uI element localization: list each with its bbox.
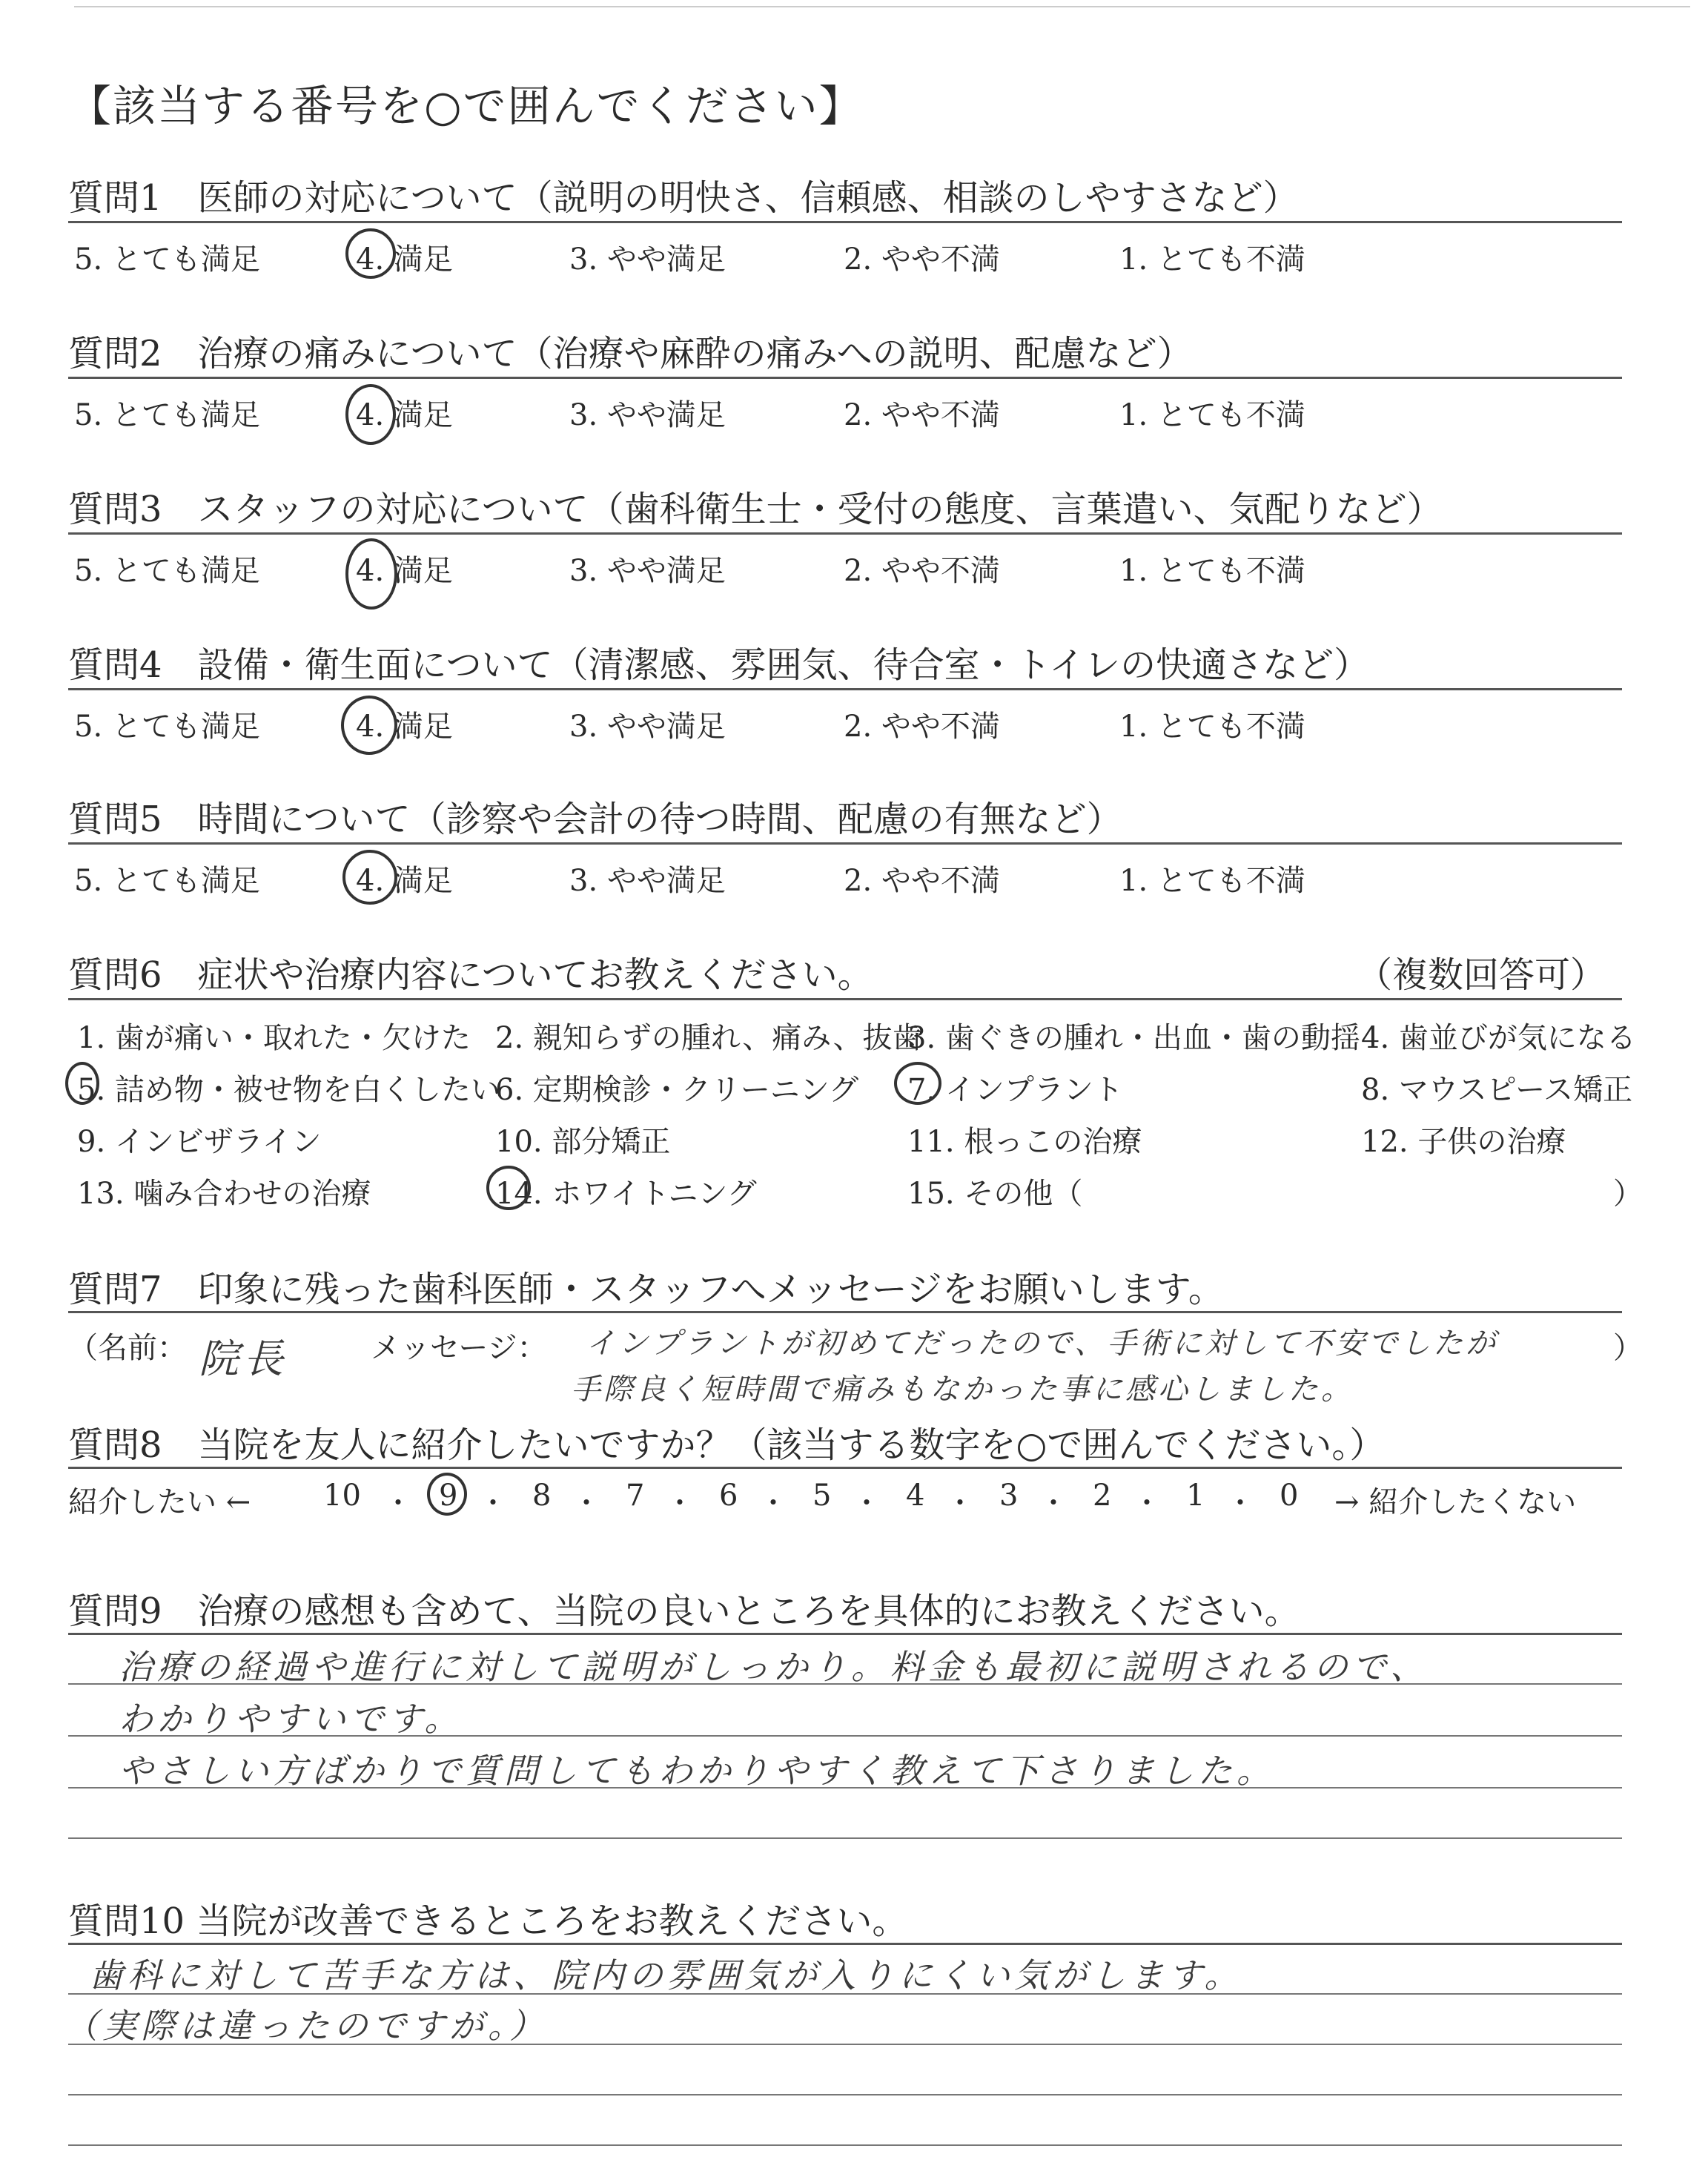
q10-title: 質問10 当院が改善できるところをお教えください。 bbox=[68, 1900, 908, 1942]
q4-option-4[interactable]: 4. 満足 bbox=[356, 710, 453, 744]
q6-option-6[interactable]: 6. 定期検診・クリーニング bbox=[495, 1073, 859, 1107]
q1-option-5[interactable]: 5. とても満足 bbox=[74, 242, 260, 277]
q6-option-4[interactable]: 4. 歯並びが気になる bbox=[1361, 1021, 1636, 1055]
q9-answer-line-3[interactable]: やさしい方ばかりで質問してもわかりやすく教えて下さりました。 bbox=[119, 1751, 1275, 1791]
q6-option-15[interactable]: 15. その他（ bbox=[907, 1177, 1083, 1211]
q6-underline bbox=[68, 998, 1622, 1000]
q8-scale-5[interactable]: 5 bbox=[812, 1479, 832, 1513]
q2-title: 質問2 治療の痛みについて（治療や麻酔の痛みへの説明、配慮など） bbox=[68, 333, 1193, 374]
q10-answer-line-2[interactable]: （実際は違ったのですが。） bbox=[64, 2006, 548, 2046]
q6-note: （複数回答可） bbox=[1357, 954, 1606, 996]
q7-name-label: （名前： bbox=[68, 1331, 187, 1365]
q8-dot: ・ bbox=[572, 1487, 601, 1519]
q7-name-value[interactable]: 院長 bbox=[199, 1335, 288, 1382]
q8-dot: ・ bbox=[479, 1487, 508, 1519]
q1-selection-circle bbox=[345, 228, 396, 279]
q8-underline bbox=[68, 1467, 1622, 1469]
q8-left-label: 紹介したい ← bbox=[68, 1485, 251, 1519]
q6-option-2[interactable]: 2. 親知らずの腫れ、痛み、抜歯 bbox=[495, 1021, 922, 1055]
q5-selection-circle bbox=[342, 850, 397, 905]
q3-option-1[interactable]: 1. とても不満 bbox=[1119, 554, 1305, 588]
q6-title: 質問6 症状や治療内容についてお教えください。 bbox=[68, 954, 873, 996]
q1-title: 質問1 医師の対応について（説明の明快さ、信頼感、相談のしやすさなど） bbox=[68, 177, 1299, 219]
q6-selection-circle-5 bbox=[65, 1062, 99, 1105]
q3-option-4[interactable]: 4. 満足 bbox=[356, 554, 453, 588]
q8-scale-8[interactable]: 8 bbox=[532, 1479, 552, 1513]
q6-other-close-paren: ） bbox=[1613, 1177, 1643, 1211]
q8-title: 質問8 当院を友人に紹介したいですか？（該当する数字を○で囲んでください。） bbox=[68, 1424, 1386, 1466]
q8-dot: ・ bbox=[1133, 1487, 1162, 1519]
q10-answer-line-1[interactable]: 歯科に対して苦手な方は、院内の雰囲気が入りにくい気がします。 bbox=[89, 1955, 1243, 1995]
q5-option-3[interactable]: 3. やや満足 bbox=[569, 864, 726, 898]
q8-dot: ・ bbox=[384, 1487, 413, 1519]
q5-underline bbox=[68, 842, 1622, 845]
q4-option-2[interactable]: 2. やや不満 bbox=[844, 710, 1000, 744]
q3-title: 質問3 スタッフの対応について（歯科衛生士・受付の態度、言葉遣い、気配りなど） bbox=[68, 489, 1443, 530]
q5-option-4[interactable]: 4. 満足 bbox=[356, 864, 453, 898]
q8-scale-6[interactable]: 6 bbox=[719, 1479, 738, 1513]
q2-selection-circle bbox=[345, 384, 396, 445]
q8-dot: ・ bbox=[666, 1487, 695, 1519]
q6-selection-circle-14 bbox=[486, 1166, 531, 1210]
q8-dot: ・ bbox=[946, 1487, 975, 1519]
q5-option-1[interactable]: 1. とても不満 bbox=[1119, 864, 1305, 898]
q10-line-0 bbox=[68, 1943, 1622, 1945]
q8-scale-4[interactable]: 4 bbox=[906, 1479, 925, 1513]
q6-option-14[interactable]: 14. ホワイトニング bbox=[495, 1177, 757, 1211]
q6-option-11[interactable]: 11. 根っこの治療 bbox=[907, 1125, 1142, 1159]
q8-scale-10[interactable]: 10 bbox=[323, 1479, 361, 1513]
q3-selection-circle bbox=[345, 538, 397, 610]
q8-scale-0[interactable]: 0 bbox=[1280, 1479, 1299, 1513]
q4-selection-circle bbox=[341, 696, 397, 755]
q1-option-2[interactable]: 2. やや不満 bbox=[844, 242, 1000, 277]
q7-message-line-2[interactable]: 手際良く短時間で痛みもなかった事に感心しました。 bbox=[571, 1373, 1354, 1407]
q2-option-5[interactable]: 5. とても満足 bbox=[74, 398, 260, 432]
q6-option-12[interactable]: 12. 子供の治療 bbox=[1361, 1125, 1566, 1159]
q8-scale-1[interactable]: 1 bbox=[1186, 1479, 1205, 1513]
q7-message-line-1[interactable]: インプラントが初めてだったので、手術に対して不安でしたが bbox=[586, 1327, 1499, 1361]
q3-underline bbox=[68, 532, 1622, 535]
q6-option-13[interactable]: 13. 噛み合わせの治療 bbox=[77, 1177, 371, 1211]
q8-dot: ・ bbox=[853, 1487, 881, 1519]
top-border bbox=[74, 6, 1690, 7]
q8-scale-3[interactable]: 3 bbox=[999, 1479, 1019, 1513]
q2-option-4[interactable]: 4. 満足 bbox=[356, 398, 453, 432]
q9-line-0 bbox=[68, 1633, 1622, 1635]
q7-underline bbox=[68, 1311, 1622, 1313]
q10-line-4 bbox=[68, 2144, 1622, 2146]
q4-option-1[interactable]: 1. とても不満 bbox=[1119, 710, 1305, 744]
q9-answer-line-2[interactable]: わかりやすいです。 bbox=[119, 1699, 463, 1739]
page-title: 【該当する番号を○で囲んでください】 bbox=[68, 81, 864, 131]
q1-underline bbox=[68, 221, 1622, 223]
q1-option-1[interactable]: 1. とても不満 bbox=[1119, 242, 1305, 277]
q4-underline bbox=[68, 688, 1622, 690]
q7-close-paren: ） bbox=[1613, 1331, 1643, 1365]
q2-underline bbox=[68, 377, 1622, 379]
q1-option-4[interactable]: 4. 満足 bbox=[356, 242, 453, 277]
q9-answer-line-1[interactable]: 治療の経過や進行に対して説明がしっかり。料金も最初に説明されるので、 bbox=[119, 1647, 1429, 1687]
q3-option-3[interactable]: 3. やや満足 bbox=[569, 554, 726, 588]
q8-dot: ・ bbox=[1226, 1487, 1255, 1519]
q6-option-3[interactable]: 3. 歯ぐきの腫れ・出血・歯の動揺 bbox=[907, 1021, 1360, 1055]
q8-scale-9[interactable]: 9 bbox=[439, 1479, 458, 1513]
q7-title: 質問7 印象に残った歯科医師・スタッフへメッセージをお願いします。 bbox=[68, 1269, 1224, 1310]
q7-message-label: メッセージ： bbox=[371, 1331, 547, 1365]
q2-option-2[interactable]: 2. やや不満 bbox=[844, 398, 1000, 432]
q4-title: 質問4 設備・衛生面について（清潔感、雰囲気、待合室・トイレの快適さなど） bbox=[68, 644, 1370, 686]
q8-scale-7[interactable]: 7 bbox=[626, 1479, 645, 1513]
q3-option-2[interactable]: 2. やや不満 bbox=[844, 554, 1000, 588]
q4-option-3[interactable]: 3. やや満足 bbox=[569, 710, 726, 744]
q10-line-3 bbox=[68, 2094, 1622, 2095]
q8-dot: ・ bbox=[1039, 1487, 1068, 1519]
q9-title: 質問9 治療の感想も含めて、当院の良いところを具体的にお教えください。 bbox=[68, 1591, 1300, 1632]
q2-option-1[interactable]: 1. とても不満 bbox=[1119, 398, 1305, 432]
q6-selection-circle-7 bbox=[894, 1062, 941, 1105]
q3-option-5[interactable]: 5. とても満足 bbox=[74, 554, 260, 588]
q6-option-5[interactable]: 5. 詰め物・被せ物を白くしたい bbox=[77, 1073, 500, 1107]
q6-option-1[interactable]: 1. 歯が痛い・取れた・欠けた bbox=[77, 1021, 471, 1055]
q8-scale-2[interactable]: 2 bbox=[1093, 1479, 1112, 1513]
q5-option-5[interactable]: 5. とても満足 bbox=[74, 864, 260, 898]
q6-option-7[interactable]: 7. インプラント bbox=[907, 1073, 1123, 1107]
q2-option-3[interactable]: 3. やや満足 bbox=[569, 398, 726, 432]
q5-title: 質問5 時間について（診察や会計の待つ時間、配慮の有無など） bbox=[68, 799, 1122, 840]
q6-option-9[interactable]: 9. インビザライン bbox=[77, 1125, 322, 1159]
q9-line-4 bbox=[68, 1837, 1622, 1839]
q1-option-3[interactable]: 3. やや満足 bbox=[569, 242, 726, 277]
q8-selection-circle bbox=[427, 1473, 467, 1516]
q8-dot: ・ bbox=[759, 1487, 788, 1519]
q6-option-10[interactable]: 10. 部分矯正 bbox=[495, 1125, 671, 1159]
q6-option-8[interactable]: 8. マウスピース矯正 bbox=[1361, 1073, 1633, 1107]
q5-option-2[interactable]: 2. やや不満 bbox=[844, 864, 1000, 898]
q4-option-5[interactable]: 5. とても満足 bbox=[74, 710, 260, 744]
q8-right-label: → 紹介したくない bbox=[1334, 1485, 1577, 1519]
